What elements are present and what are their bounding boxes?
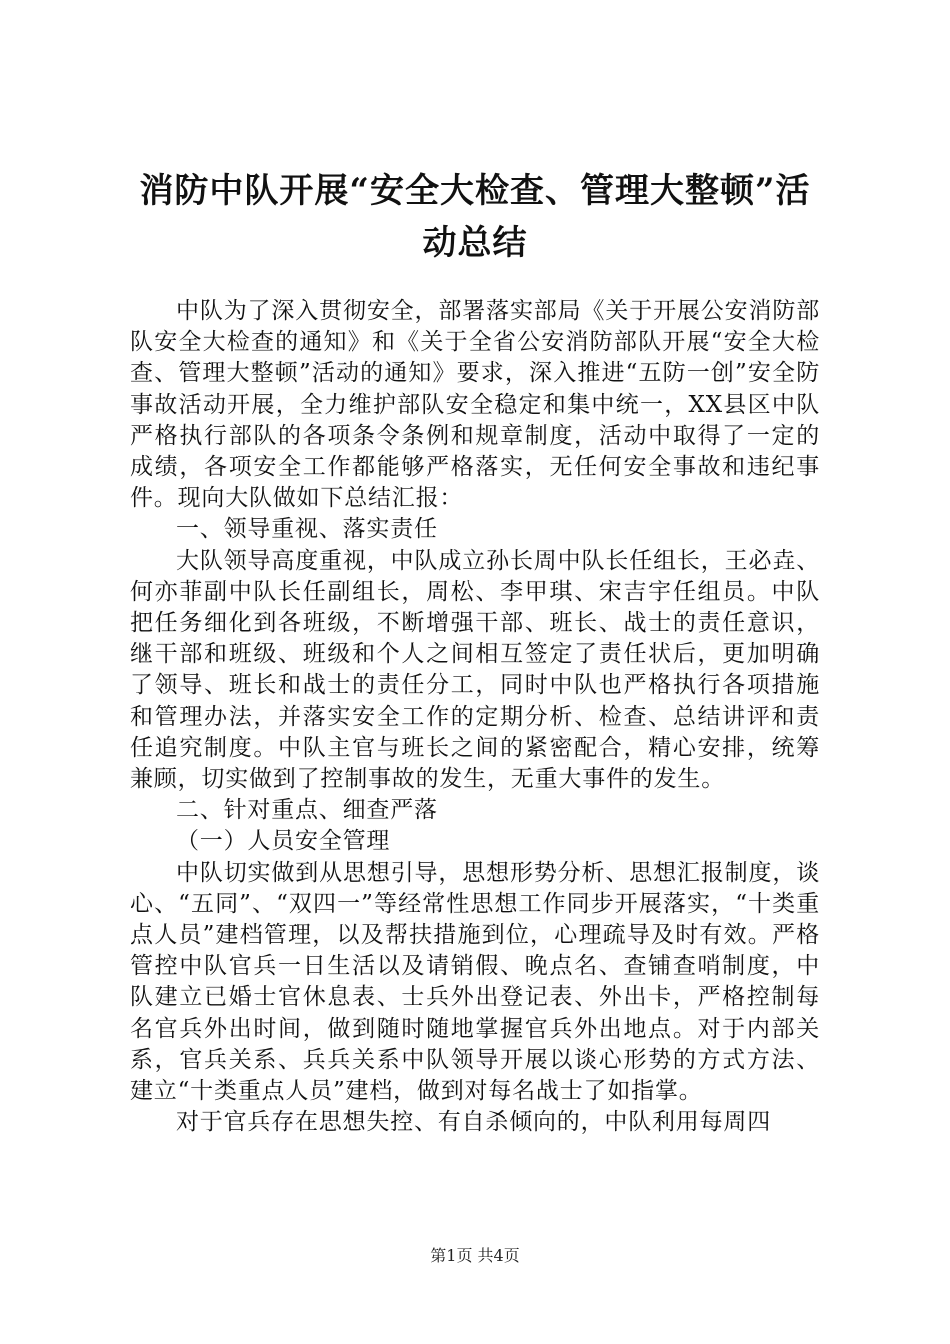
paragraph-intro: 中队为了深入贯彻安全，部署落实部局《关于开展公安消防部队安全大检查的通知》和《关于全省公安消防部队开展“安全大检查、管理大整顿”活动的通知》要求，深入推进“五防一创”安全防事故活动开展，全力维护部队安全稳定和集中统一，XX县区中队严格执行部队的各项条令条例和规章制度，活动中取得了一定的成绩，各项安全工作都能够严格落实，无任何安全事故和违纪事件。现向大队做如下总结汇报： [130, 298, 820, 512]
paragraph-continued: 对于官兵存在思想失控、有自杀倾向的，中队利用每周四 [176, 1109, 771, 1136]
subsection-heading-1: （一）人员安全管理 [176, 828, 391, 855]
section-heading-2: 二、针对重点、细查严落 [176, 797, 438, 824]
document-title: 消防中队开展“安全大检查、管理大整顿”活动总结 [139, 171, 811, 263]
page-number: 第1页 共4页 [430, 1246, 520, 1265]
document-body [130, 296, 820, 1138]
paragraph-personnel: 中队切实做到从思想引导，思想形势分析、思想汇报制度，谈心、“五同”、“双四一”等经常性思想工作同步开展落实，“十类重点人员”建档管理，以及帮扶措施到位，心理疏导及时有效。严格管控中队官兵一日生活以及请销假、晚点名、查铺查哨制度，中队建立已婚士官休息表、士兵外出登记表、外出卡，严格控制每名官兵外出时间，做到随时随地掌握官兵外出地点。对于内部关系，官兵关系、兵兵关系中队领导开展以谈心形势的方式方法、建立“十类重点人员”建档，做到对每名战士了如指掌。 [130, 859, 820, 1105]
paragraph-leadership: 大队领导高度重视，中队成立孙长周中队长任组长，王必垚、何亦菲副中队长任副组长，周松、李甲琪、宋吉宇任组员。中队把任务细化到各班级，不断增强干部、班长、战士的责任意识，继干部和班级、班级和个人之间相互签定了责任状后，更加明确了领导、班长和战士的责任分工，同时中队也严格执行各项措施和管理办法，并落实安全工作的定期分析、检查、总结讲评和责任追究制度。中队主官与班长之间的紧密配合，精心安排，统筹兼顾，切实做到了控制事故的发生，无重大事件的发生。 [130, 547, 820, 793]
section-heading-1: 一、领导重视、落实责任 [176, 516, 438, 543]
